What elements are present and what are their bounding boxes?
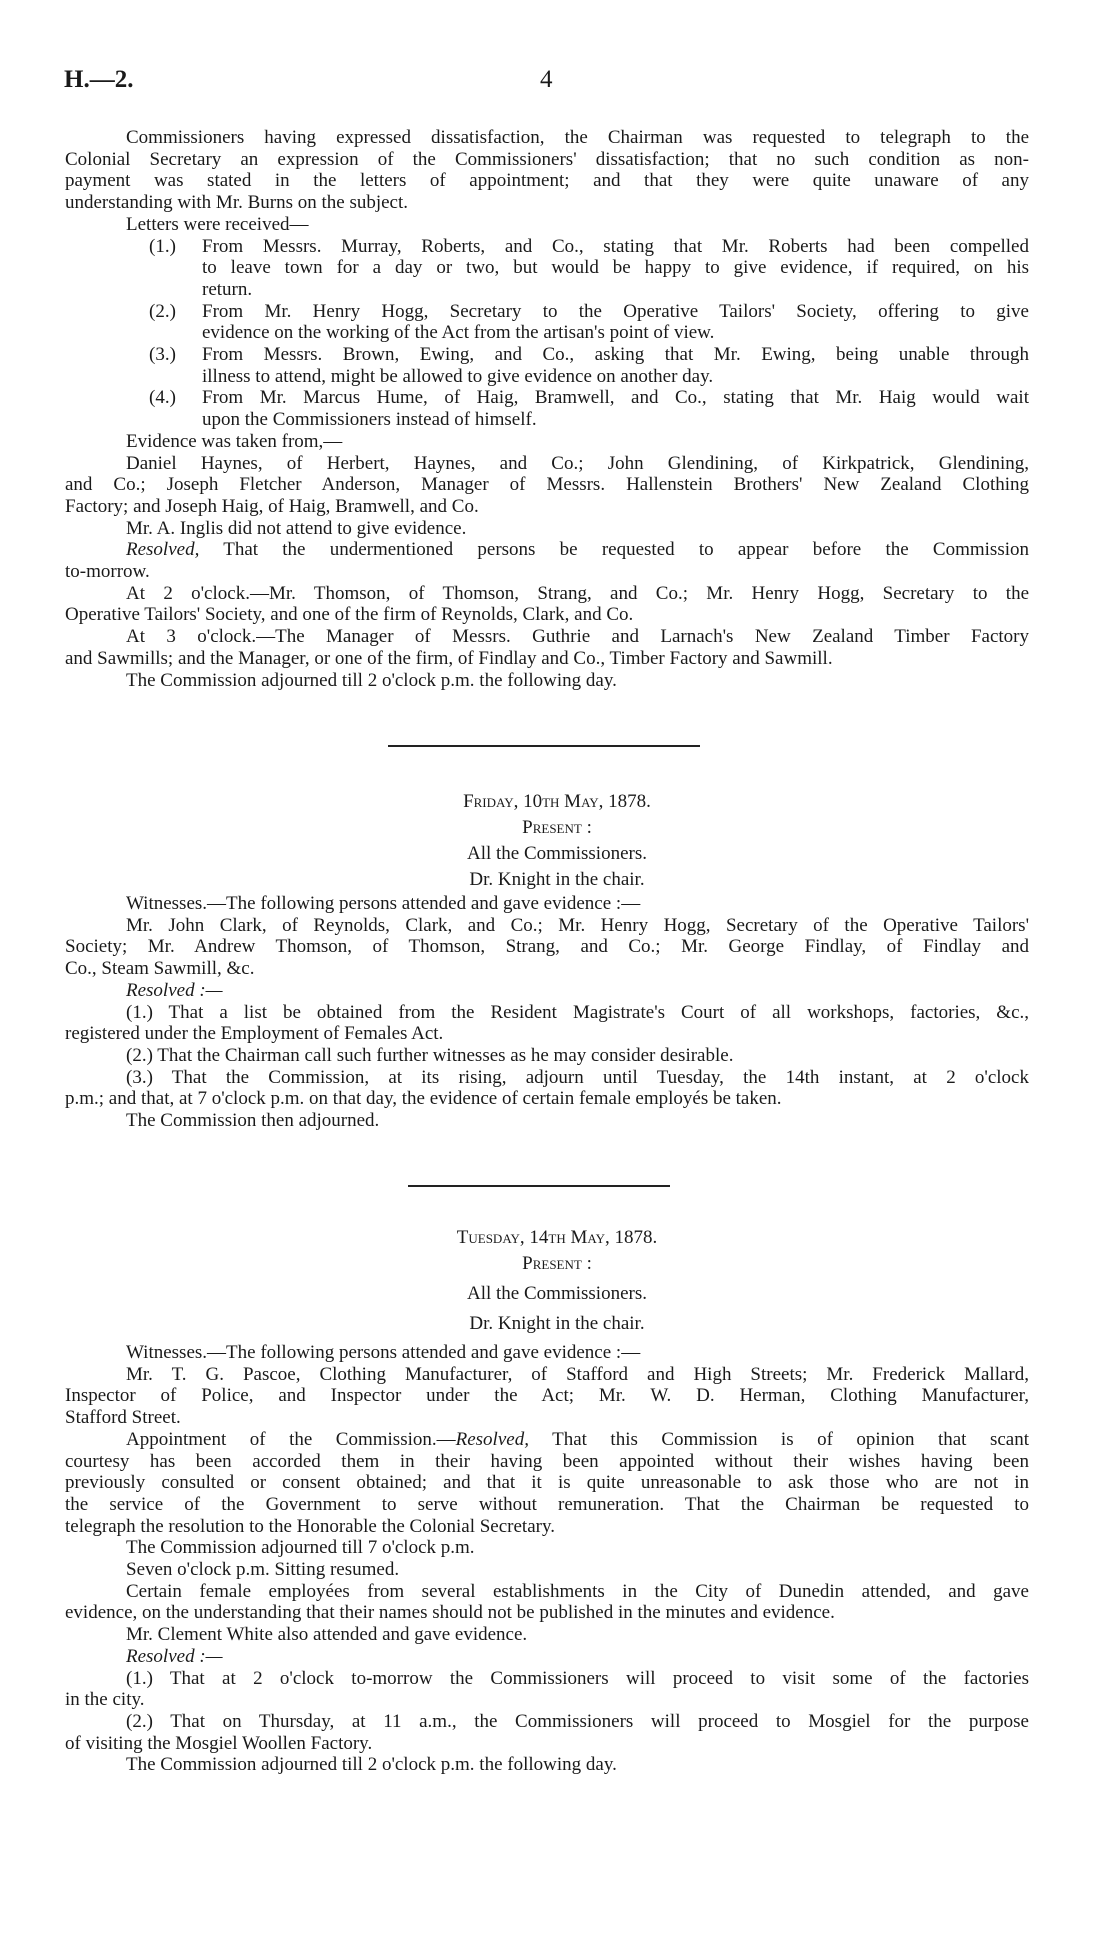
chair: Dr. Knight in the chair.: [469, 1313, 645, 1334]
present-label: Present :: [522, 817, 592, 838]
paragraph: [65, 1110, 1029, 1132]
line-text: The Commission adjourned till 2 o'clock p.m. the following day.: [126, 669, 617, 691]
text-line: [65, 1364, 1029, 1386]
text-line: [65, 1342, 1029, 1364]
line-text: Mr. T. G. Pascoe, Clothing Manufacturer, of Stafford and High Streets; Mr. Frederick Mallard,: [126, 1363, 1029, 1385]
list-item: [65, 301, 1029, 344]
text-line: [65, 453, 1029, 475]
chair: Dr. Knight in the chair.: [469, 869, 645, 890]
text-line: [65, 257, 1029, 279]
line-text: to leave town for a day or two, but would be happy to give evidence, if required, on his: [202, 257, 1029, 279]
text-line: [65, 1602, 1029, 1624]
line-text: (1.) That at 2 o'clock to-morrow the Commissioners will proceed to visit some of the factories: [126, 1667, 1029, 1689]
line-text: Stafford Street.: [65, 1407, 181, 1429]
text-line: [65, 648, 1029, 670]
line-text: previously consulted or consent obtained; and that it is quite unreasonable to ask those who are not in: [65, 1472, 1029, 1494]
text-line: [65, 670, 1029, 692]
text-line: [65, 1045, 1029, 1067]
text-line: [65, 192, 1029, 214]
line-text: in the city.: [65, 1689, 145, 1711]
section-minutes-continued: [65, 127, 1029, 691]
line-text: Mr. John Clark, of Reynolds, Clark, and Co.; Mr. Henry Hogg, Secretary of the Operative Tailors': [126, 914, 1029, 936]
line-text: At 3 o'clock.—The Manager of Messrs. Guthrie and Larnach's New Zealand Timber Factory: [126, 626, 1029, 648]
line-text: From Mr. Marcus Hume, of Haig, Bramwell, and Co., stating that Mr. Haig would wait: [202, 387, 1029, 409]
text-line: [65, 322, 1029, 344]
section-tuesday-minutes: [65, 1342, 1029, 1776]
section-heading-tuesday: [0, 1225, 1114, 1337]
line-text: payment was stated in the letters of appointment; and that they were quite unaware of any: [65, 170, 1029, 192]
paragraph: [65, 214, 1029, 236]
list-item: [65, 387, 1029, 430]
paragraph: [65, 1646, 1029, 1668]
paragraph: [65, 1067, 1029, 1110]
section-divider: [388, 745, 700, 747]
line-text: Evidence was taken from,—: [126, 430, 343, 452]
line-text: (2.) That on Thursday, at 11 a.m., the Commissioners will proceed to Mosgiel for the purpose: [126, 1710, 1029, 1732]
paragraph: [65, 1668, 1029, 1711]
line-text: (2.) That the Chairman call such further witnesses as he may consider desirable.: [126, 1044, 734, 1066]
text-line: [65, 604, 1029, 626]
line-text: telegraph the resolution to the Honorable the Colonial Secretary.: [65, 1515, 555, 1537]
text-line: [65, 1002, 1029, 1024]
resolved-label: Resolved,: [455, 1428, 529, 1450]
text-line: [65, 431, 1029, 453]
list-item: [65, 344, 1029, 387]
text-line: [65, 301, 1029, 323]
text-line: [65, 1711, 1029, 1733]
text-line: [65, 1624, 1029, 1646]
text-line: [65, 1494, 1029, 1516]
line-text: Mr. Clement White also attended and gave evidence.: [126, 1624, 528, 1646]
text-line: [65, 1067, 1029, 1089]
text-line: [65, 518, 1029, 540]
text-line: [65, 1646, 1029, 1668]
attendees: All the Commissioners.: [467, 1283, 647, 1304]
paragraph: [65, 583, 1029, 626]
text-line: [65, 1088, 1029, 1110]
section-divider: [408, 1185, 670, 1187]
text-line: [65, 1023, 1029, 1045]
line-text: At 2 o'clock.—Mr. Thomson, of Thomson, Strang, and Co.; Mr. Henry Hogg, Secretary to the: [126, 582, 1029, 604]
paragraph: [65, 1581, 1029, 1624]
text-line: [65, 366, 1029, 388]
meeting-date: Tuesday, 14th May, 1878.: [456, 1227, 658, 1248]
text-line: [65, 1689, 1029, 1711]
resolved-label: Resolved,: [126, 539, 200, 561]
line-text: and Co.; Joseph Fletcher Anderson, Manager of Messrs. Hallenstein Brothers' New Zealand Clothing: [65, 474, 1029, 496]
text-line: [65, 409, 1029, 431]
line-text: The Commission then adjourned.: [126, 1110, 380, 1132]
line-text: evidence on the working of the Act from the artisan's point of view.: [202, 322, 715, 344]
text-line: [65, 214, 1029, 236]
text-line: [65, 1451, 1029, 1473]
text-line: [65, 496, 1029, 518]
paragraph: [65, 518, 1029, 540]
text-line: [65, 539, 1029, 561]
paragraph: [65, 431, 1029, 453]
line-text: From Messrs. Brown, Ewing, and Co., asking that Mr. Ewing, being unable through: [202, 344, 1029, 366]
paragraph: [65, 539, 1029, 582]
line-text: Society; Mr. Andrew Thomson, of Thomson, Strang, and Co.; Mr. George Findlay, of Findlay and: [65, 936, 1029, 958]
paragraph: [65, 1537, 1029, 1559]
paragraph: [65, 893, 1029, 915]
text-line: [65, 958, 1029, 980]
page-number: 4: [540, 66, 553, 93]
item-number: (2.): [149, 300, 176, 322]
text-line: [65, 936, 1029, 958]
text-line: [65, 170, 1029, 192]
text-line: [65, 127, 1029, 149]
lead-text: Appointment of the Commission.—: [126, 1428, 456, 1450]
text-line: [65, 1559, 1029, 1581]
list-item: [65, 236, 1029, 301]
text-line: [65, 893, 1029, 915]
line-text: courtesy has been accorded them in their having been appointed without their wishes having been: [65, 1450, 1029, 1472]
paragraph: [65, 127, 1029, 214]
line-text: The Commission adjourned till 7 o'clock p.m.: [126, 1537, 475, 1559]
text-line: [65, 626, 1029, 648]
line-text: Certain female employées from several establishments in the City of Dunedin attended, and gave: [126, 1580, 1029, 1602]
line-text: Witnesses.—The following persons attended and gave evidence :—: [126, 1342, 641, 1363]
text-line: [65, 1668, 1029, 1690]
attendees: All the Commissioners.: [467, 843, 647, 864]
text-line: [65, 474, 1029, 496]
text-line: [65, 915, 1029, 937]
text-line: [65, 1581, 1029, 1603]
line-text: Seven o'clock p.m. Sitting resumed.: [126, 1559, 400, 1581]
text-line: [65, 583, 1029, 605]
line-text: registered under the Employment of Females Act.: [65, 1023, 444, 1045]
meeting-date: Friday, 10th May, 1878.: [463, 791, 651, 812]
line-text: understanding with Mr. Burns on the subject.: [65, 192, 409, 214]
paragraph: [65, 980, 1029, 1002]
paragraph: [65, 1045, 1029, 1067]
text-line: [65, 980, 1029, 1002]
line-text: That this Commission is of opinion that scant: [528, 1428, 1029, 1450]
line-text: Operative Tailors' Society, and one of the firm of Reynolds, Clark, and Co.: [65, 604, 634, 626]
paragraph: [65, 1624, 1029, 1646]
line-text: Daniel Haynes, of Herbert, Haynes, and Co.; John Glendining, of Kirkpatrick, Glendining,: [126, 452, 1029, 474]
line-text: Mr. A. Inglis did not attend to give evidence.: [126, 517, 467, 539]
text-line: [65, 561, 1029, 583]
line-text: (3.) That the Commission, at its rising, adjourn until Tuesday, the 14th instant, at 2 o'clock: [126, 1066, 1029, 1088]
item-number: (4.): [149, 387, 176, 409]
document-code: H.—2.: [64, 66, 134, 93]
text-line: [65, 1110, 1029, 1132]
line-text: Colonial Secretary an expression of the Commissioners' dissatisfaction; that no such condition as non-: [65, 148, 1029, 170]
item-number: (1.): [149, 235, 176, 257]
line-text: and Sawmills; and the Manager, or one of the firm, of Findlay and Co., Timber Factory and Sawmill.: [65, 647, 833, 669]
line-text: Factory; and Joseph Haig, of Haig, Bramwell, and Co.: [65, 495, 479, 517]
paragraph: [65, 453, 1029, 518]
paragraph: [65, 1711, 1029, 1754]
text-line: [65, 279, 1029, 301]
line-text: (1.) That a list be obtained from the Resident Magistrate's Court of all workshops, factories, &c.,: [126, 1001, 1029, 1023]
line-text: upon the Commissioners instead of himself.: [202, 409, 537, 431]
line-text: evidence, on the understanding that their names should not be published in the minutes and evidence.: [65, 1602, 835, 1624]
line-text: From Mr. Henry Hogg, Secretary to the Operative Tailors' Society, offering to give: [202, 300, 1029, 322]
paragraph: [65, 1754, 1029, 1776]
line-text: Letters were received—: [126, 213, 309, 235]
line-text: return.: [202, 278, 253, 300]
text-line: [65, 1733, 1029, 1755]
line-text: Commissioners having expressed dissatisfaction, the Chairman was requested to telegraph to the: [126, 127, 1029, 148]
paragraph: [65, 626, 1029, 669]
text-line: [65, 1516, 1029, 1538]
paragraph: [65, 1002, 1029, 1045]
paragraph: [65, 1364, 1029, 1429]
line-text: Witnesses.—The following persons attended and gave evidence :—: [126, 893, 641, 914]
text-line: [65, 1429, 1029, 1451]
line-text: That the undermentioned persons be requested to appear before the Commission: [199, 539, 1029, 561]
line-text: of visiting the Mosgiel Woollen Factory.: [65, 1732, 373, 1754]
resolved-label: Resolved :—: [126, 979, 223, 1001]
line-text: Co., Steam Sawmill, &c.: [65, 958, 255, 980]
line-text: illness to attend, might be allowed to give evidence on another day.: [202, 365, 714, 387]
line-text: From Messrs. Murray, Roberts, and Co., stating that Mr. Roberts had been compelled: [202, 235, 1029, 257]
text-line: [65, 236, 1029, 258]
text-line: [65, 1754, 1029, 1776]
paragraph: [65, 915, 1029, 980]
text-line: [65, 1537, 1029, 1559]
line-text: Inspector of Police, and Inspector under the Act; Mr. W. D. Herman, Clothing Manufacturer,: [65, 1385, 1029, 1407]
paragraph: [65, 1559, 1029, 1581]
resolved-label: Resolved :—: [126, 1645, 223, 1667]
item-number: (3.): [149, 344, 176, 366]
text-line: [65, 1385, 1029, 1407]
line-text: to-morrow.: [65, 561, 150, 583]
line-text: The Commission adjourned till 2 o'clock p.m. the following day.: [126, 1754, 617, 1776]
text-line: [65, 1472, 1029, 1494]
paragraph: [65, 1429, 1029, 1538]
text-line: [65, 1407, 1029, 1429]
paragraph: [65, 1342, 1029, 1364]
present-label: Present :: [522, 1253, 592, 1274]
line-text: p.m.; and that, at 7 o'clock p.m. on that day, the evidence of certain female employés be taken.: [65, 1088, 782, 1110]
paragraph: [65, 670, 1029, 692]
text-line: [65, 387, 1029, 409]
section-heading-friday: [0, 789, 1114, 893]
line-text: the service of the Government to serve without remuneration. That the Chairman be requested to: [65, 1493, 1029, 1515]
section-friday-minutes: [65, 893, 1029, 1132]
text-line: [65, 149, 1029, 171]
text-line: [65, 344, 1029, 366]
